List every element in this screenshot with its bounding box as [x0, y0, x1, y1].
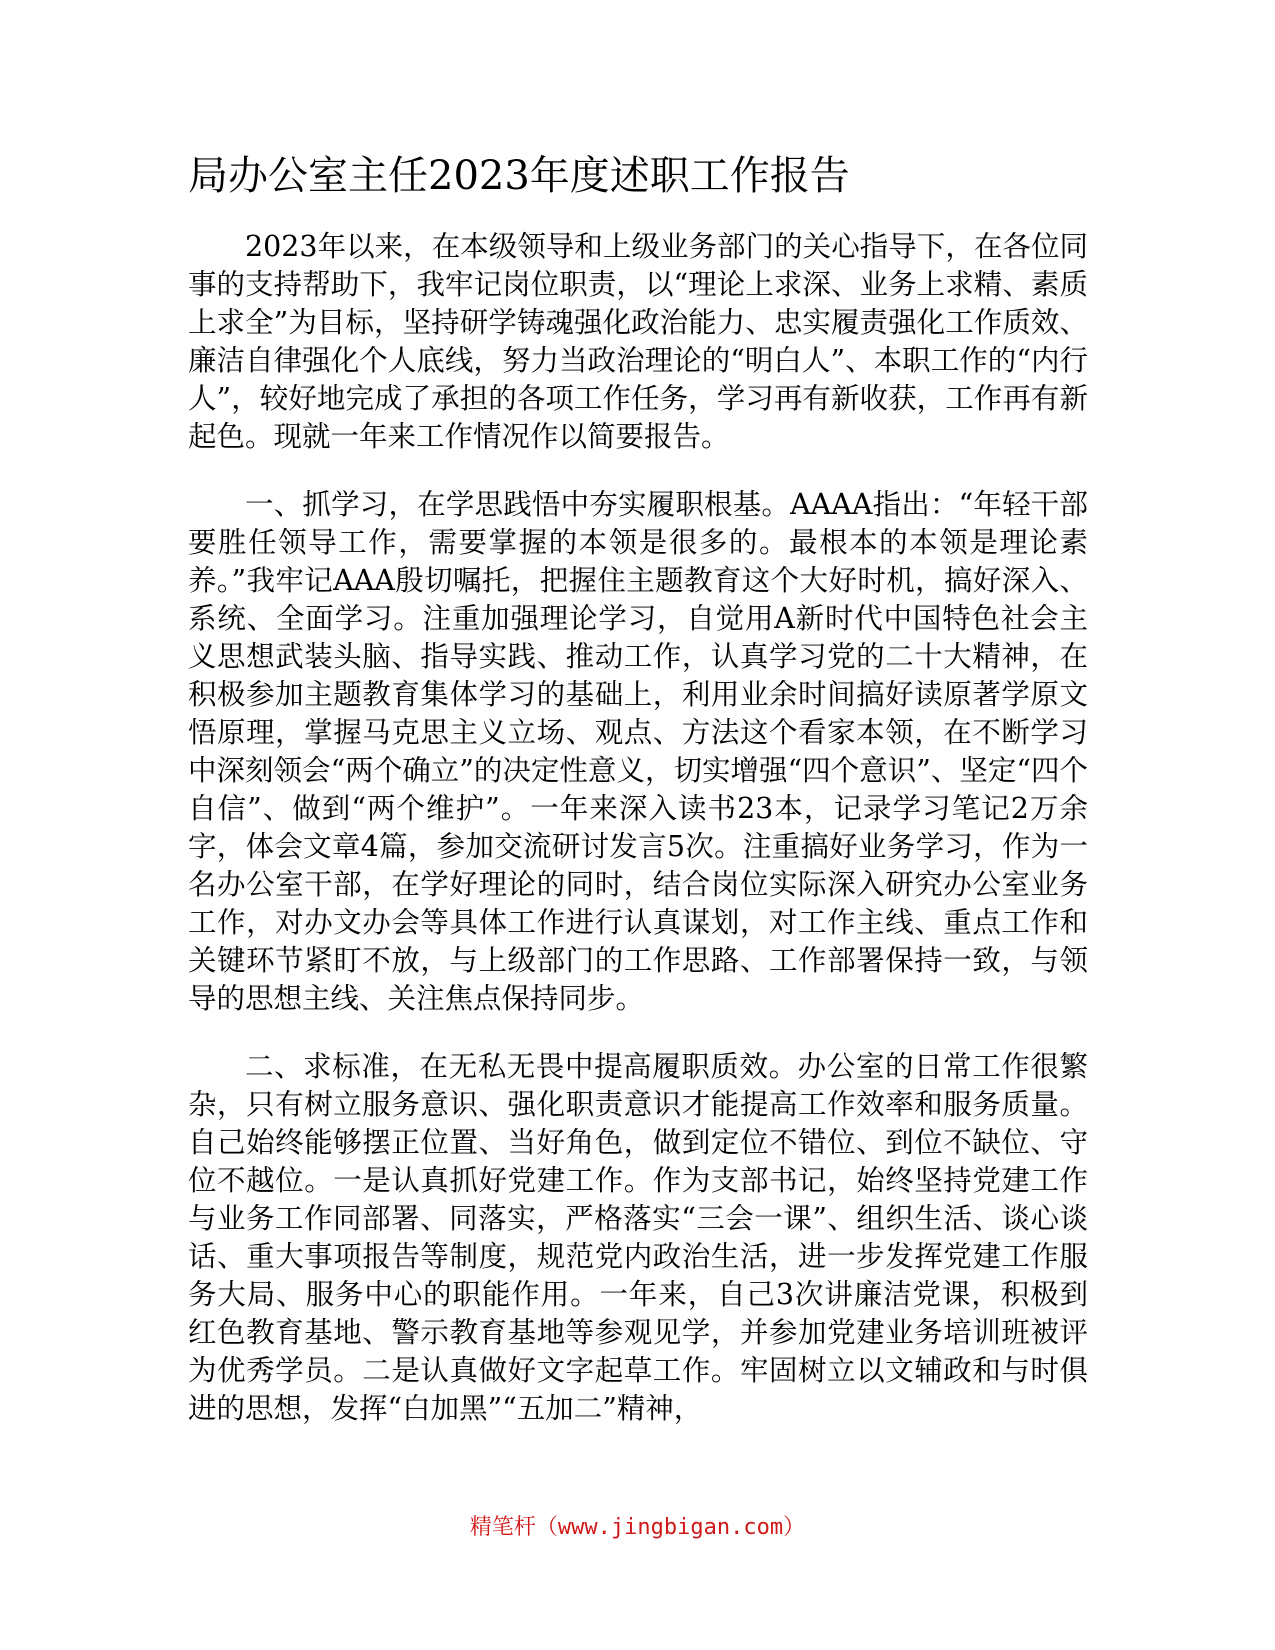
paragraph-intro: 2023年以来，在本级领导和上级业务部门的关心指导下，在各位同事的支持帮助下，我牢记岗位职责，以“理论上求深、业务上求精、素质上求全”为目标，坚持研学铸魂强化政治能力、忠实履责强化工作质效、廉洁自律强化个人底线，努力当政治理论的“明白人”、本职工作的“内行人”，较好地完成了承担的各项工作任务，学习再有新收获，工作再有新起色。现就一年来工作情况作以简要报告。	[188, 230, 1088, 453]
document-body	[188, 228, 1088, 1428]
paragraph-section-two: 二、求标准，在无私无畏中提高履职质效。办公室的日常工作很繁杂，只有树立服务意识、强化职责意识才能提高工作效率和服务质量。自己始终能够摆正位置、当好角色，做到定位不错位、到位不缺位、守位不越位。一是认真抓好党建工作。作为支部书记，始终坚持党建工作与业务工作同部署、同落实，严格落实“三会一课”、组织生活、谈心谈话、重大事项报告等制度，规范党内政治生活，进一步发挥党建工作服务大局、服务中心的职能作用。一年来，自己3次讲廉洁党课，积极到红色教育基地、警示教育基地等参观见学，并参加党建业务培训班被评为优秀学员。二是认真做好文字起草工作。牢固树立以文辅政和与时俱进的思想，发挥“白加黑”“五加二”精神，	[188, 1050, 1088, 1425]
paragraph-section-one: 一、抓学习，在学思践悟中夯实履职根基。AAAA指出：“年轻干部要胜任领导工作，需要掌握的本领是很多的。最根本的本领是理论素养。”我牢记AAA殷切嘱托，把握住主题教育这个大好时机，搞好深入、系统、全面学习。注重加强理论学习，自觉用A新时代中国特色社会主义思想武装头脑、指导实践、推动工作，认真学习党的二十大精神，在积极参加主题教育集体学习的基础上，利用业余时间搞好读原著学原文悟原理，掌握马克思主义立场、观点、方法这个看家本领，在不断学习中深刻领会“两个确立”的决定性意义，切实增强“四个意识”、坚定“四个自信”、做到“两个维护”。一年来深入读书23本，记录学习笔记2万余字，体会文章4篇，参加交流研讨发言5次。注重搞好业务学习，作为一名办公室干部，在学好理论的同时，结合岗位实际深入研究办公室业务工作，对办文办会等具体工作进行认真谋划，对工作主线、重点工作和关键环节紧盯不放，与上级部门的工作思路、工作部署保持一致，与领导的思想主线、关注焦点保持同步。	[188, 488, 1088, 1015]
document-title: 局办公室主任2023年度述职工作报告	[188, 153, 850, 199]
footer-watermark: 精笔杆（www.jingbigan.com）	[469, 1515, 806, 1540]
